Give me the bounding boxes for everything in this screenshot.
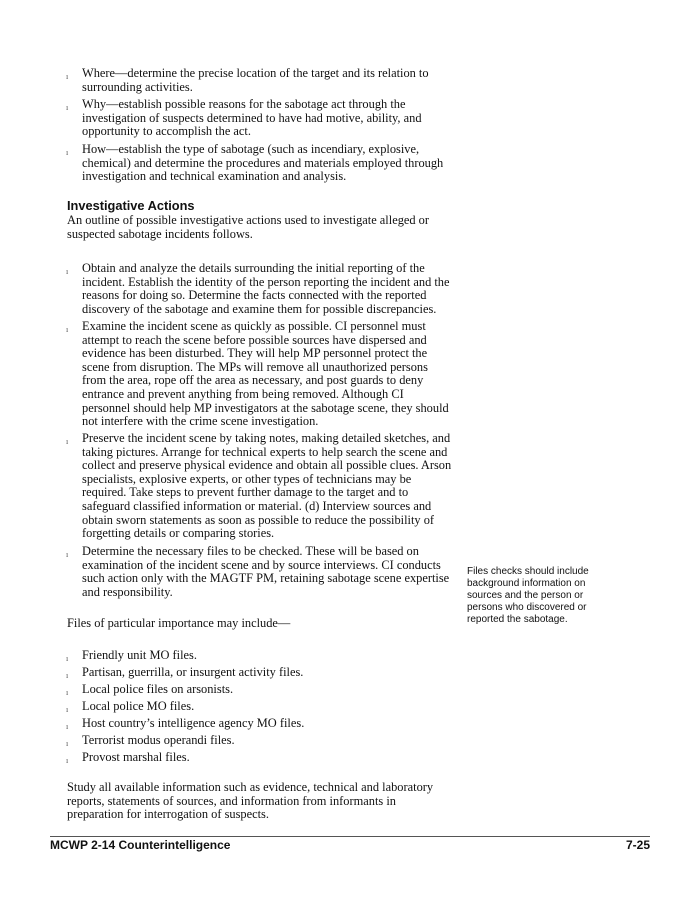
bullet-icon: ı	[66, 739, 69, 748]
bullet-icon: ı	[66, 103, 69, 112]
bullet-icon: ı	[66, 654, 69, 663]
bullet-icon: ı	[66, 756, 69, 765]
file-item	[66, 699, 454, 714]
action-item	[66, 261, 454, 316]
closing-paragraph: Study all available information such as evidence, technical and laboratory reports, statements of sources, and information from informants in preparation for interrogation of suspects.	[67, 780, 434, 822]
section-intro: An outline of possible investigative actions used to investigate alleged or suspected sabotage incidents follows.	[67, 213, 430, 241]
file-item	[66, 665, 454, 680]
bullet-icon: ı	[66, 550, 69, 559]
bullet-item	[66, 66, 454, 94]
action-text: Examine the incident scene as quickly as possible. CI personnel must attempt to reach the scene before possible sources have dispersed and evidence has been disturbed. They will help MP personnel protect the scene from disruption. The MPs will remove all unauthorized persons from the area, rope off the area as necessary, and post guards to deny entrance and prevent anything from being removed. Although CI personnel should help MP investigators at the sabotage scene, they should not interfere with the crime scene investigation.	[82, 319, 449, 429]
file-text: Local police MO files.	[82, 699, 195, 713]
bullet-text: Where—determine the precise location of the target and its relation to surrounding activities.	[82, 66, 429, 94]
file-item	[66, 682, 454, 697]
file-text: Partisan, guerrilla, or insurgent activity files.	[82, 665, 304, 679]
action-item	[66, 544, 454, 599]
file-item	[66, 733, 454, 748]
file-text: Terrorist modus operandi files.	[82, 733, 235, 747]
bullet-icon: ı	[66, 72, 69, 81]
footer-rule	[50, 836, 650, 837]
files-intro: Files of particular importance may include—	[67, 616, 291, 630]
file-item	[66, 716, 454, 731]
file-text: Friendly unit MO files.	[82, 648, 197, 662]
bullet-icon: ı	[66, 705, 69, 714]
bullet-icon: ı	[66, 437, 69, 446]
action-text: Preserve the incident scene by taking notes, making detailed sketches, and taking pictures. Arrange for technical experts to help search the scene and collect and preserve physical evidence and obtain all possible clues. Arson specialists, explosive experts, or other types of technicians may be required. Take steps to prevent further damage to the target and to safeguard classified information or material. (d) Interview sources and obtain sworn statements as soon as possible to reduce the possibility of forgetting details or comparing stories.	[82, 431, 452, 541]
margin-note: Files checks should include background information on sources and the person or persons who discovered or reported the sabotage.	[467, 566, 589, 625]
bullet-icon: ı	[66, 325, 69, 334]
file-text: Host country’s intelligence agency MO files.	[82, 716, 305, 730]
bullet-text: Why—establish possible reasons for the sabotage act through the investigation of suspects determined to have had motive, ability, and opportunity to accomplish the act.	[82, 97, 422, 139]
file-item	[66, 750, 454, 765]
file-text: Local police files on arsonists.	[82, 682, 234, 696]
bullet-icon: ı	[66, 671, 69, 680]
action-item	[66, 431, 454, 541]
bullet-item	[66, 142, 454, 184]
bullet-icon: ı	[66, 267, 69, 276]
bullet-icon: ı	[66, 722, 69, 731]
action-text: Determine the necessary files to be checked. These will be based on examination of the incident scene and by source interviews. CI conducts such action only with the MAGTF PM, retaining sabotage scene expertise and responsibility.	[82, 544, 450, 599]
file-item	[66, 648, 454, 663]
footer-title: MCWP 2-14 Counterintelligence	[50, 838, 231, 852]
bullet-text: How—establish the type of sabotage (such as incendiary, explosive, chemical) and determine the procedures and materials employed through investigation and technical examination and analysis.	[82, 142, 444, 184]
bullet-item	[66, 97, 454, 139]
section-heading: Investigative Actions	[67, 198, 195, 213]
file-text: Provost marshal files.	[82, 750, 190, 764]
page-number: 7-25	[625, 838, 650, 852]
action-item	[66, 319, 454, 429]
action-text: Obtain and analyze the details surrounding the initial reporting of the incident. Establish the identity of the person reporting the incident and the reasons for doing so. Determine the facts connected with the reported discovery of the sabotage and examine them for possible discrepancies.	[82, 261, 450, 316]
bullet-icon: ı	[66, 148, 69, 157]
bullet-icon: ı	[66, 688, 69, 697]
